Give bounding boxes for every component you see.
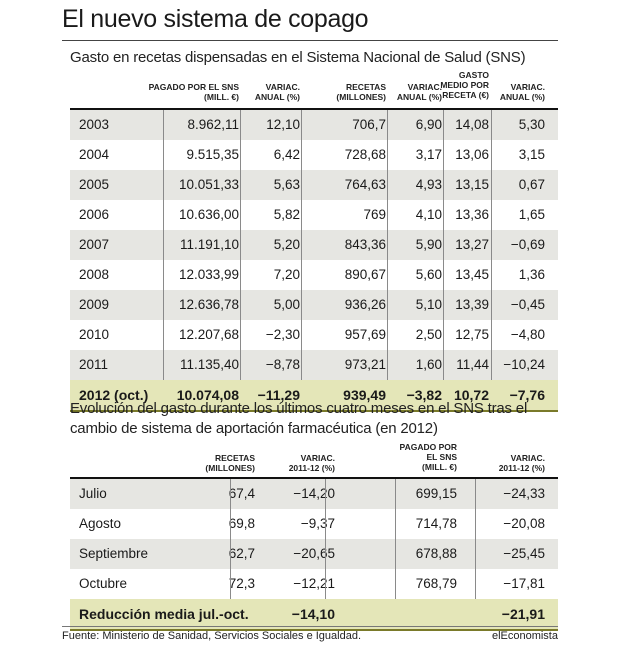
t2-cell: 62,7	[228, 546, 255, 561]
t2-row-label: Agosto	[79, 516, 122, 531]
t1-cell: −4,80	[510, 327, 545, 342]
t1-cell: −0,69	[510, 237, 545, 252]
t1-column-divider	[240, 110, 241, 380]
t2-cell: 69,8	[228, 516, 255, 531]
t1-cell: 3,17	[415, 147, 442, 162]
t2-cell: −20,08	[503, 516, 545, 531]
t2-cell: −24,33	[503, 486, 545, 501]
t1-cell: 8.962,11	[187, 117, 239, 132]
t1-cell: 11.135,40	[179, 357, 239, 372]
t1-cell: 728,68	[344, 147, 386, 162]
t1-table-row	[70, 350, 558, 380]
t1-column-divider	[387, 110, 388, 380]
t1-column-header: VARIAC. ANUAL (%)	[499, 82, 545, 102]
t1-table-row	[70, 230, 558, 260]
t2-table-row	[70, 479, 558, 509]
t1-cell: −11,29	[257, 387, 300, 403]
t1-cell: −2,30	[265, 327, 300, 342]
t1-cell: 1,60	[415, 357, 442, 372]
t1-cell: 12.636,78	[178, 297, 239, 312]
t2-column-divider	[325, 479, 326, 599]
t2-cell: −9,37	[300, 516, 335, 531]
t1-cell: 843,36	[344, 237, 386, 252]
t2-cell: −21,91	[501, 606, 545, 622]
t1-cell: 957,69	[344, 327, 386, 342]
t1-cell: 12,75	[455, 327, 489, 342]
t1-row-label: 2009	[79, 297, 110, 312]
t1-cell: 769	[363, 207, 386, 222]
title-divider	[62, 40, 558, 41]
t1-cell: 706,7	[352, 117, 386, 132]
t1-cell: 3,15	[518, 147, 545, 162]
t1-cell: 6,90	[415, 117, 442, 132]
t2-column-header: RECETAS (MILLONES)	[205, 453, 255, 473]
t2-cell: 67,4	[228, 486, 255, 501]
t1-cell: 890,67	[344, 267, 386, 282]
t1-cell: 13,15	[455, 177, 489, 192]
t2-cell: 72,3	[228, 576, 255, 591]
table1-title: Gasto en recetas dispensadas en el Sistema Nacional de Salud (SNS)	[70, 49, 526, 66]
t2-cell: −14,20	[293, 486, 335, 501]
t2-row-label: Julio	[79, 486, 107, 501]
t2-column-divider	[395, 479, 396, 599]
t2-cell: 768,79	[415, 576, 457, 591]
t1-row-label: 2004	[79, 147, 110, 162]
t1-table-row	[70, 140, 558, 170]
t1-cell: 936,26	[344, 297, 386, 312]
table2-title: Evolución del gasto durante los últimos cuatro meses en el SNS tras el cambio de sistema de aportación farmacéutica (en 2012)	[70, 400, 528, 437]
t1-cell: 10.636,00	[178, 207, 239, 222]
t1-table-row	[70, 290, 558, 320]
t1-row-label: 2008	[79, 267, 110, 282]
t1-cell: 10.074,08	[176, 387, 239, 403]
t1-column-divider	[163, 110, 164, 380]
t1-cell: 12.033,99	[178, 267, 239, 282]
t1-cell: −8,78	[265, 357, 300, 372]
t2-total-row	[70, 599, 558, 629]
t2-column-header: PAGADO POR EL SNS (MILL. €)	[399, 442, 457, 472]
t1-cell: 939,49	[343, 387, 386, 403]
t2-row-label: Septiembre	[79, 546, 149, 561]
t2-cell: −14,10	[291, 606, 335, 622]
t2-cell: 699,15	[415, 486, 457, 501]
t1-row-label: 2006	[79, 207, 110, 222]
t2-cell: −17,81	[503, 576, 545, 591]
t1-column-header: GASTO MEDIO POR RECETA (€)	[440, 70, 489, 100]
t1-cell: 10,72	[453, 387, 489, 403]
t2-column-divider	[475, 479, 476, 599]
t1-cell: 5,60	[415, 267, 442, 282]
t1-column-header: PAGADO POR EL SNS (MILL. €)	[148, 82, 239, 102]
t2-cell: 714,78	[415, 516, 457, 531]
t1-cell: 2,50	[415, 327, 442, 342]
t1-cell: 13,45	[455, 267, 489, 282]
t1-cell: 13,36	[455, 207, 489, 222]
t1-cell: 5,20	[273, 237, 300, 252]
t1-column-divider	[491, 110, 492, 380]
t1-table-row	[70, 170, 558, 200]
t1-cell: 764,63	[344, 177, 386, 192]
t1-cell: 13,39	[455, 297, 489, 312]
t1-row-label: 2003	[79, 117, 110, 132]
t1-row-label: 2011	[79, 357, 109, 372]
t1-cell: 4,10	[415, 207, 442, 222]
t2-table-row	[70, 569, 558, 599]
t1-cell: 11.191,10	[179, 237, 239, 252]
t1-table-row	[70, 320, 558, 350]
brand-logo-text: elEconomista	[491, 630, 558, 642]
t1-cell: 13,06	[455, 147, 489, 162]
t1-cell: 7,20	[273, 267, 300, 282]
t1-column-header: RECETAS (MILLONES)	[336, 82, 386, 102]
t2-table-row	[70, 509, 558, 539]
t1-row-label: 2012 (oct.)	[79, 387, 149, 403]
t2-cell: −20,65	[293, 546, 335, 561]
t2-cell: −25,45	[503, 546, 545, 561]
t2-column-header: VARIAC. 2011-12 (%)	[498, 453, 545, 473]
t1-cell: 6,42	[273, 147, 300, 162]
t2-cell: −12,21	[293, 576, 335, 591]
t1-cell: 1,65	[518, 207, 545, 222]
t1-cell: 13,27	[455, 237, 489, 252]
t1-row-label: 2010	[79, 327, 110, 342]
source-note: Fuente: Ministerio de Sanidad, Servicios Sociales e Igualdad.	[62, 630, 362, 642]
t2-cell: 678,88	[415, 546, 457, 561]
t1-table-row	[70, 200, 558, 230]
t1-table-row	[70, 110, 558, 140]
page-title: El nuevo sistema de copago	[62, 5, 369, 33]
t1-cell: 5,30	[518, 117, 545, 132]
t2-row-label: Octubre	[79, 576, 128, 591]
t1-cell: 4,93	[415, 177, 442, 192]
t1-cell: 14,08	[455, 117, 489, 132]
t1-table-row	[70, 260, 558, 290]
t1-cell: 5,82	[273, 207, 300, 222]
t1-column-divider	[443, 110, 444, 380]
t1-cell: −10,24	[503, 357, 545, 372]
t2-row-label: Reducción media jul.-oct.	[79, 606, 249, 622]
t1-cell: 0,67	[518, 177, 545, 192]
t1-cell: 5,90	[415, 237, 442, 252]
t1-cell: 1,36	[518, 267, 545, 282]
t1-cell: −0,45	[510, 297, 545, 312]
t1-row-label: 2005	[79, 177, 110, 192]
t1-cell: 10.051,33	[178, 177, 239, 192]
t1-cell: 5,00	[273, 297, 300, 312]
t1-cell: −7,76	[509, 387, 545, 403]
t1-cell: 12.207,68	[178, 327, 239, 342]
t2-column-divider	[230, 479, 231, 599]
t1-cell: −3,82	[406, 387, 442, 403]
t1-cell: 973,21	[344, 357, 386, 372]
t1-cell: 5,10	[415, 297, 442, 312]
t1-cell: 12,10	[266, 117, 300, 132]
t1-cell: 5,63	[273, 177, 300, 192]
footer-divider	[62, 626, 558, 627]
t1-column-divider	[301, 110, 302, 380]
t2-table-row	[70, 539, 558, 569]
t1-column-header: VARIAC. ANUAL (%)	[396, 82, 442, 102]
t2-column-header: VARIAC. 2011-12 (%)	[288, 453, 335, 473]
t1-cell: 11,44	[456, 357, 489, 372]
t1-column-header: VARIAC. ANUAL (%)	[254, 82, 300, 102]
t1-cell: 9.515,35	[186, 147, 239, 162]
t1-row-label: 2007	[79, 237, 110, 252]
